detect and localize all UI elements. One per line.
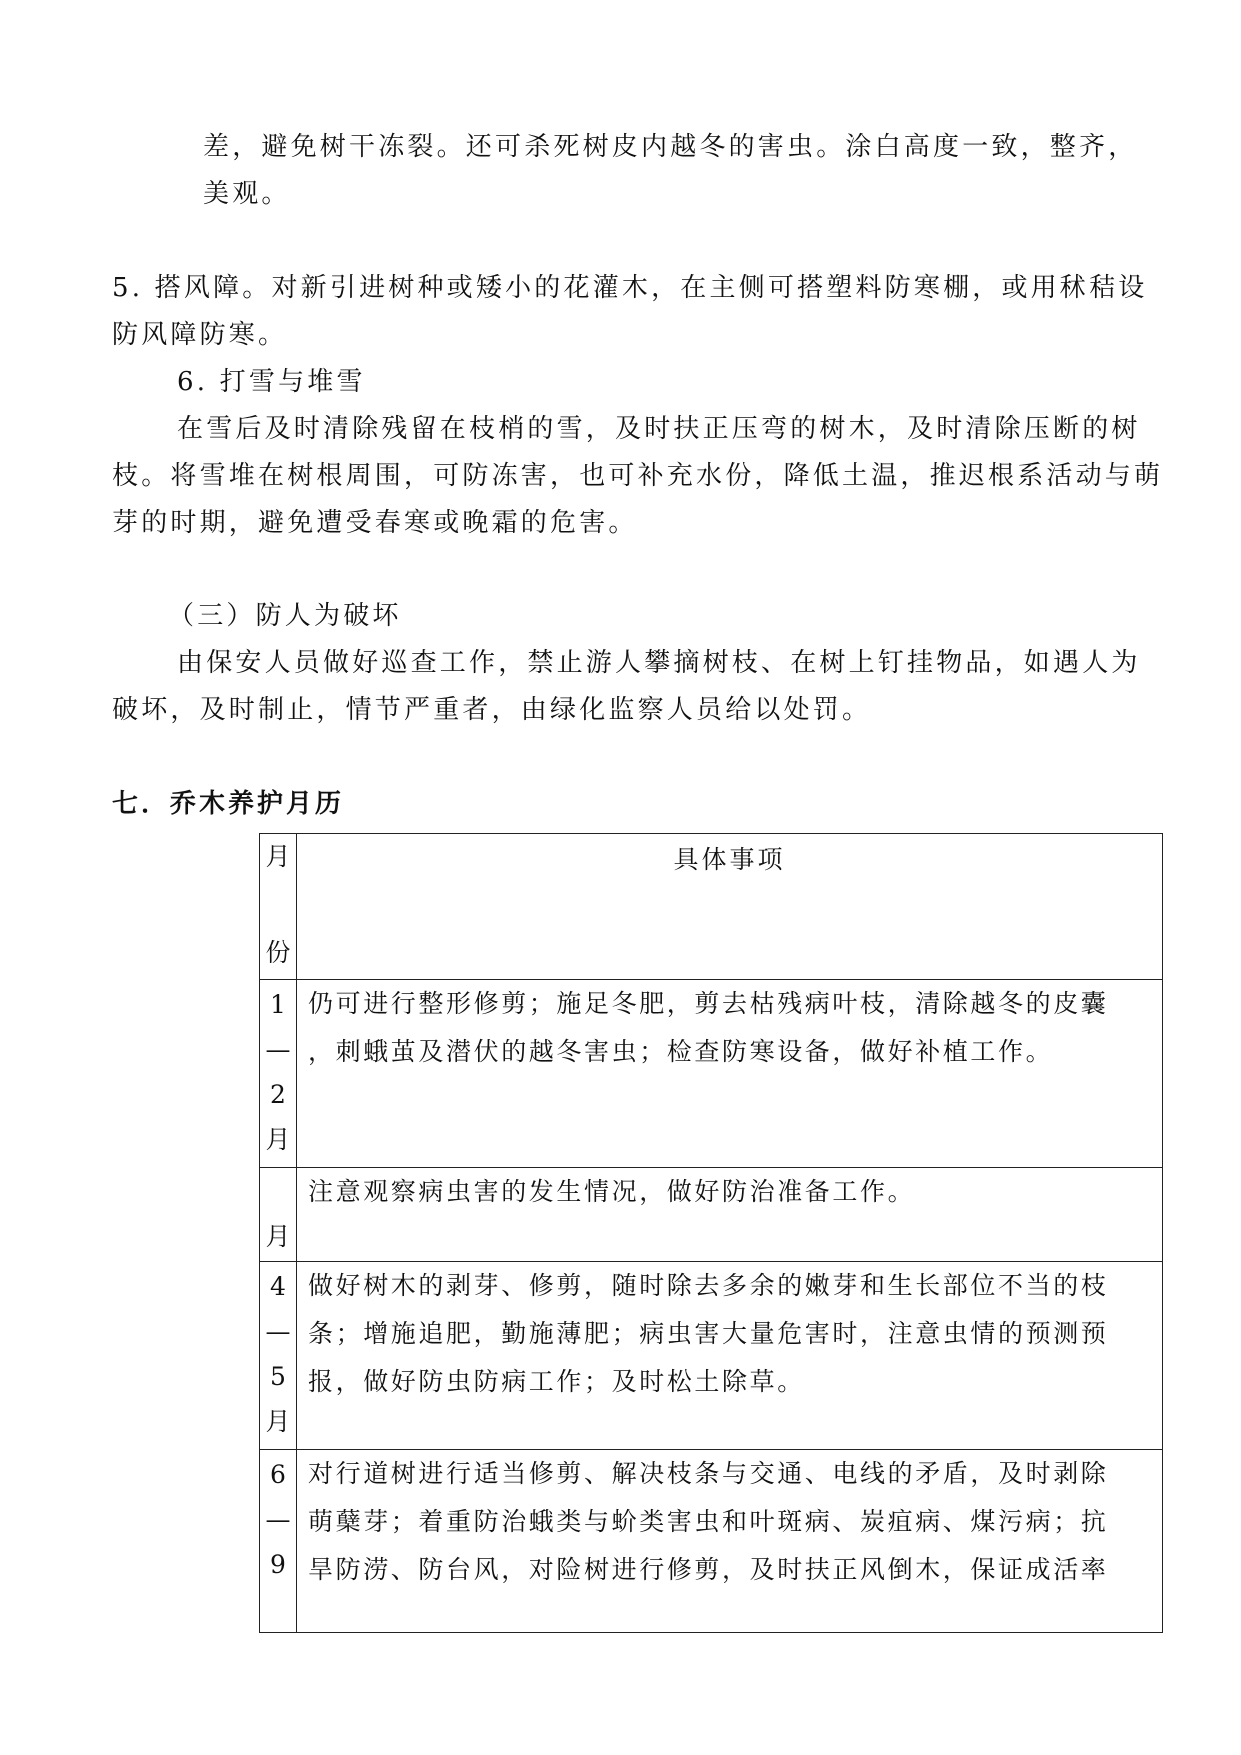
- month-header-bottom: 份: [265, 938, 291, 967]
- month-char: 1: [270, 990, 286, 1019]
- month-char: —: [265, 1505, 291, 1534]
- table-row: [260, 1167, 1162, 1261]
- month-cell: [260, 1450, 296, 1633]
- month-char: 月: [265, 1125, 291, 1154]
- table-row: [260, 1261, 1162, 1449]
- month-cell: [260, 980, 296, 1168]
- details-line: ，刺蛾茧及潜伏的越冬害虫；检查防寒设备，做好补植工作。: [308, 1037, 1054, 1066]
- details-cell: [308, 1168, 1150, 1216]
- details-line: 萌蘖芽；着重防治蛾类与蚧类害虫和叶斑病、炭疽病、煤污病；抗: [308, 1507, 1109, 1536]
- month-char: 2: [270, 1080, 286, 1109]
- subsection-title: （三）防人为破坏: [168, 601, 402, 631]
- month-char: 4: [270, 1272, 286, 1301]
- details-header-cell: 具体事项: [673, 845, 786, 874]
- details-cell: [308, 980, 1150, 1076]
- care-calendar-table: [259, 833, 1163, 1633]
- paragraph-line: 破坏，及时制止，情节严重者，由绿化监察人员给以处罚。: [112, 695, 872, 725]
- month-char: 9: [270, 1550, 286, 1579]
- month-char: —: [265, 1035, 291, 1064]
- details-line: 条；增施追肥，勤施薄肥；病虫害大量危害时，注意虫情的预测预: [308, 1319, 1109, 1348]
- column-divider: [296, 980, 297, 1167]
- paragraph-line: 由保安人员做好巡查工作，禁止游人攀摘树枝、在树上钉挂物品，如遇人为: [177, 648, 1141, 678]
- details-cell: [308, 1450, 1150, 1594]
- details-line: 做好树木的剥芽、修剪，随时除去多余的嫩芽和生长部位不当的枝: [308, 1271, 1109, 1300]
- month-cell: [260, 1262, 296, 1450]
- month-cell: [260, 1168, 296, 1262]
- details-line: 旱防涝、防台风，对险树进行修剪，及时扶正风倒木，保证成活率: [308, 1555, 1109, 1584]
- month-char: 5: [270, 1362, 286, 1391]
- details-line: 注意观察病虫害的发生情况，做好防治准备工作。: [308, 1177, 916, 1206]
- paragraph-line: 芽的时期，避免遭受春寒或晚霜的危害。: [112, 508, 638, 538]
- paragraph-line: 差，避免树干冻裂。还可杀死树皮内越冬的害虫。涂白高度一致，整齐，: [203, 132, 1138, 162]
- column-divider: [296, 1450, 297, 1632]
- table-row: [260, 979, 1162, 1167]
- month-char: 月: [265, 1407, 291, 1436]
- paragraph-line: 防风障防寒。: [112, 320, 288, 350]
- column-divider: [296, 1262, 297, 1449]
- table-row: [260, 1449, 1162, 1632]
- paragraph-line: 美观。: [203, 179, 291, 209]
- month-header-cell: [260, 834, 296, 979]
- details-line: 报，做好防虫防病工作；及时松土除草。: [308, 1367, 805, 1396]
- details-cell: [308, 1262, 1150, 1406]
- paragraph-line: 枝。将雪堆在树根周围，可防冻害，也可补充水份，降低土温，推迟根系活动与萌: [112, 461, 1164, 491]
- section-heading: 七．乔木养护月历: [112, 789, 345, 819]
- month-char: —: [265, 1317, 291, 1346]
- details-line: 对行道树进行适当修剪、解决枝条与交通、电线的矛盾，及时剥除: [308, 1459, 1109, 1488]
- column-divider: [296, 1168, 297, 1261]
- paragraph-line: 在雪后及时清除残留在枝梢的雪，及时扶正压弯的树木，及时清除压断的树: [177, 414, 1141, 444]
- month-char: 月: [265, 1222, 291, 1251]
- subsection-title: 6. 打雪与堆雪: [177, 367, 366, 397]
- table-header-row: [260, 834, 1162, 979]
- paragraph-line: 5. 搭风障。对新引进树种或矮小的花灌木，在主侧可搭塑料防寒棚，或用秫秸设: [112, 273, 1148, 303]
- month-char: 6: [270, 1460, 286, 1489]
- month-header-top: 月: [265, 842, 291, 871]
- details-line: 仍可进行整形修剪；施足冬肥，剪去枯残病叶枝，清除越冬的皮囊: [308, 989, 1109, 1018]
